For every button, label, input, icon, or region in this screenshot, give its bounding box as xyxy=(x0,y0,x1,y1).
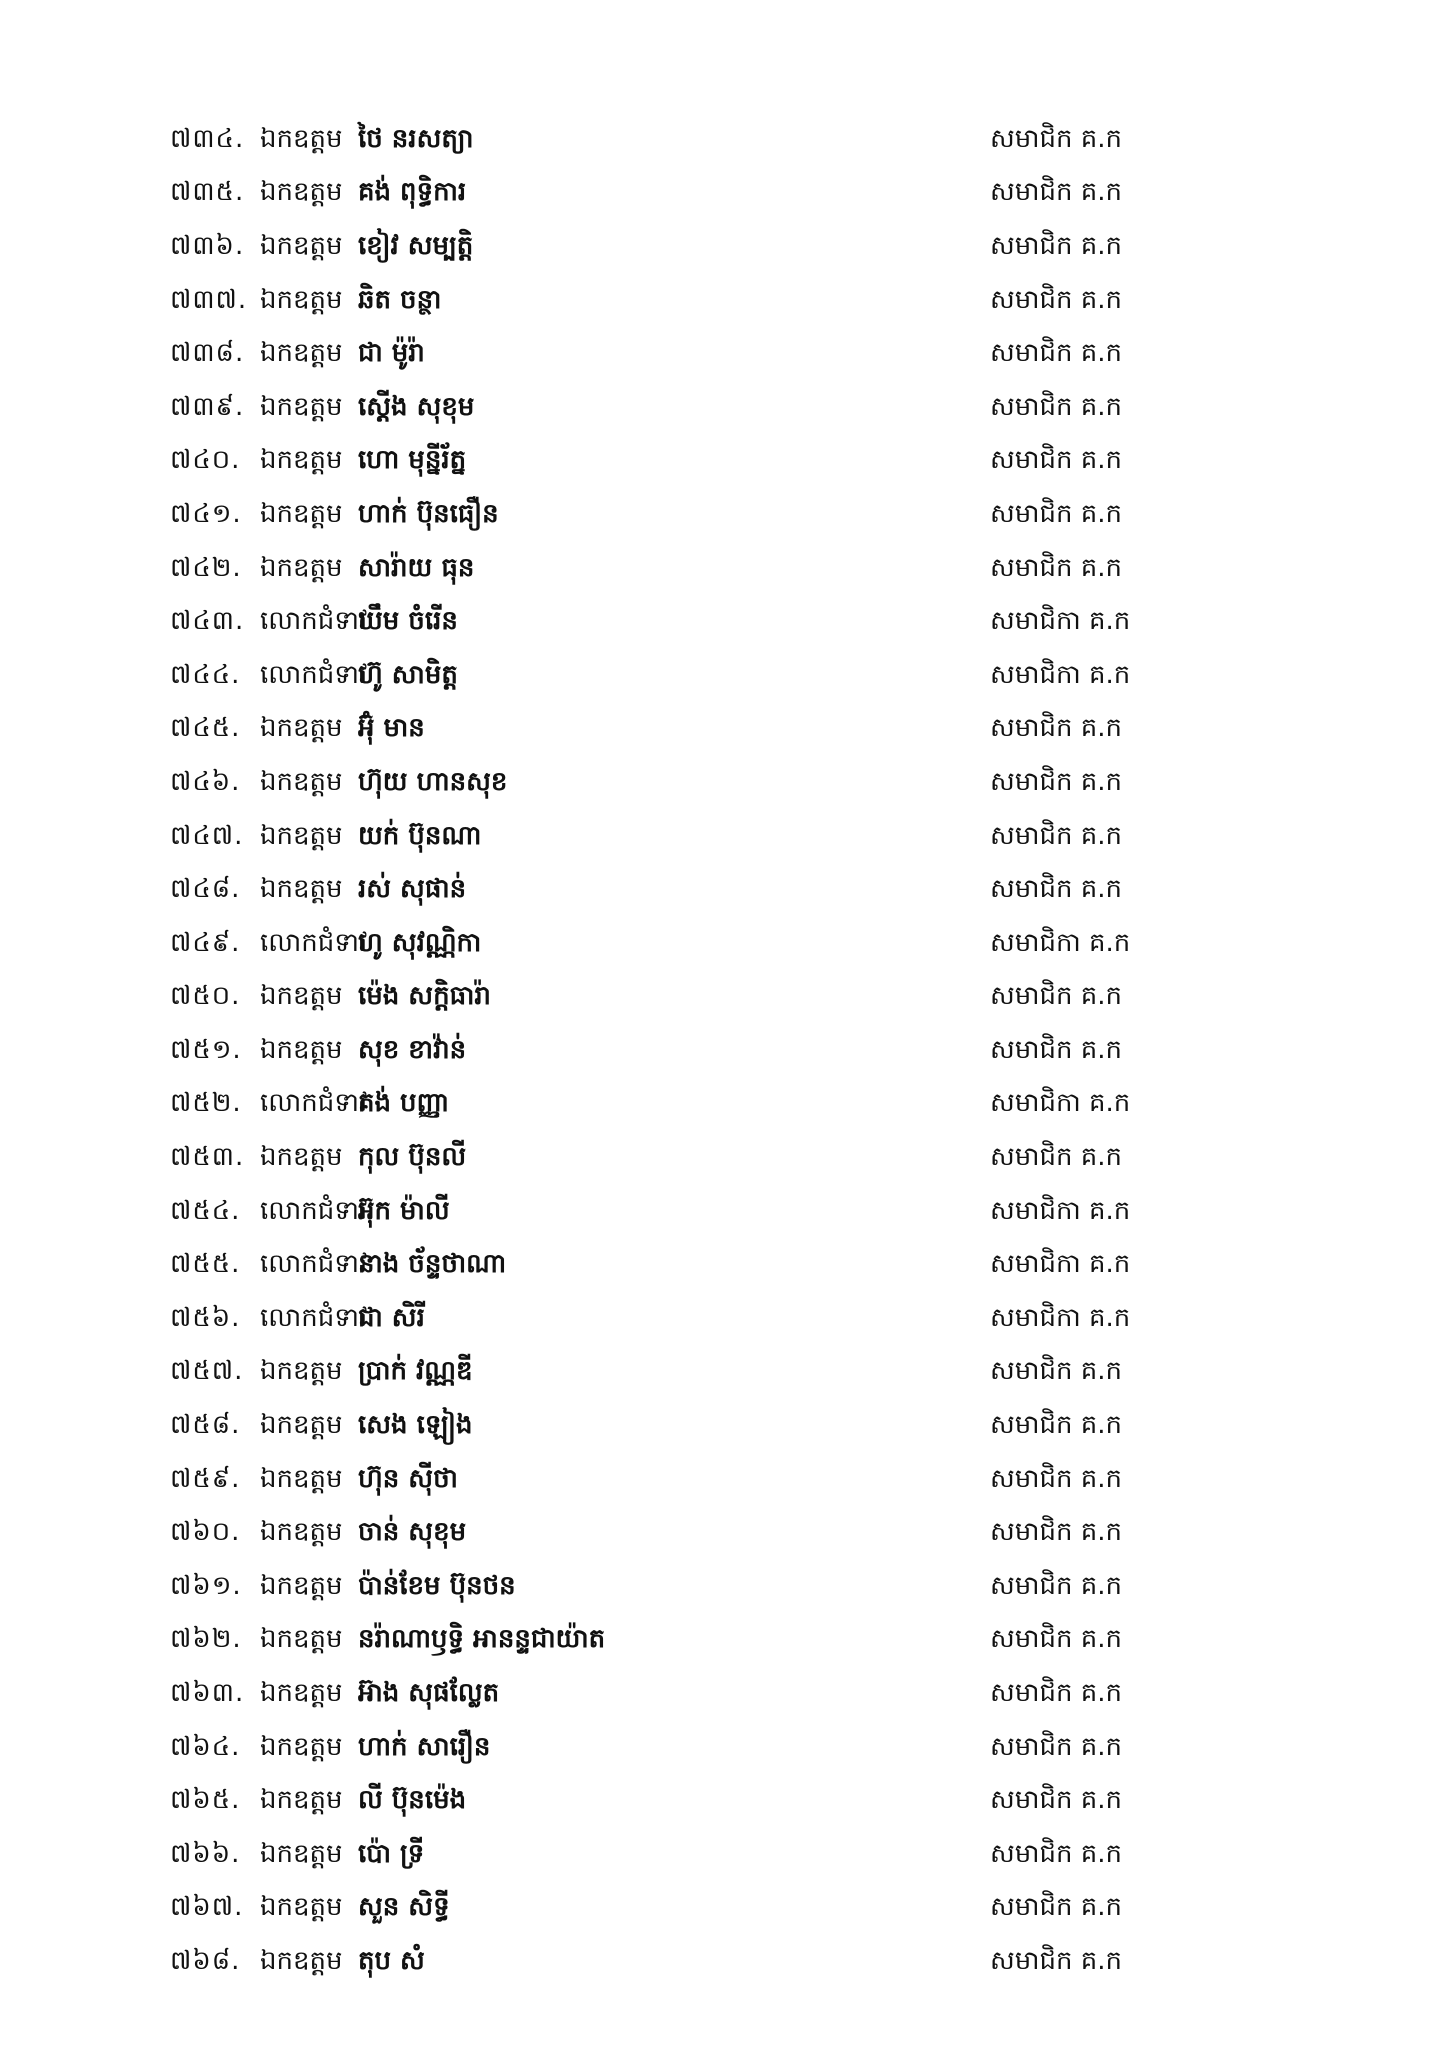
item-number: ៧៤៥. xyxy=(170,713,241,744)
member-name: ថៃ នរសត្យា xyxy=(358,123,474,154)
list-item xyxy=(170,1184,1170,1238)
member-name: នាង ច័ន្ទថាណា xyxy=(358,1249,507,1280)
member-name: ចាន់ សុខុម xyxy=(358,1517,467,1548)
honorific-title: ឯកឧត្តម xyxy=(260,874,343,905)
honorific-title: ឯកឧត្តម xyxy=(260,1838,343,1869)
member-role: សមាជិក គ.ក xyxy=(990,1356,1123,1387)
member-name: អ៊ាង សុផល្លែត xyxy=(358,1678,500,1709)
item-number: ៧៤៩. xyxy=(170,927,241,958)
member-role: សមាជិក គ.ក xyxy=(990,338,1123,369)
list-item xyxy=(170,326,1170,380)
honorific-title: ឯកឧត្តម xyxy=(260,445,343,476)
member-name: ហ៊ុន ស៊ីថា xyxy=(358,1463,458,1494)
item-number: ៧៦២. xyxy=(170,1624,242,1655)
member-name: សុខ ខាវ៉ាន់ xyxy=(358,1034,467,1065)
item-number: ៧៦៧. xyxy=(170,1892,244,1923)
item-number: ៧៥៦. xyxy=(170,1302,241,1333)
item-number: ៧៣៧. xyxy=(170,284,248,315)
member-role: សមាជិកា គ.ក xyxy=(990,1302,1131,1333)
member-role: សមាជិក គ.ក xyxy=(990,820,1123,851)
list-item xyxy=(170,702,1170,756)
member-role: សមាជិក គ.ក xyxy=(990,284,1123,315)
honorific-title: ឯកឧត្តម xyxy=(260,498,343,529)
honorific-title: លោកជំទាវ xyxy=(260,1302,368,1333)
item-number: ៧៦០. xyxy=(170,1517,241,1548)
item-number: ៧៣៩. xyxy=(170,391,245,422)
member-name: រស់ សុផាន់ xyxy=(358,874,467,905)
honorific-title: ឯកឧត្តម xyxy=(260,1785,343,1816)
item-number: ៧៤២. xyxy=(170,552,242,583)
honorific-title: ឯកឧត្តម xyxy=(260,1142,343,1173)
member-name: ប្រាក់ វណ្ណឌី xyxy=(358,1356,473,1387)
member-name: ប៉ាន់ខែម ប៊ុនថន xyxy=(358,1570,516,1601)
honorific-title: ឯកឧត្តម xyxy=(260,1678,343,1709)
item-number: ៧៣៦. xyxy=(170,230,245,261)
item-number: ៧៣៤. xyxy=(170,123,245,154)
member-role: សមាជិក គ.ក xyxy=(990,552,1123,583)
list-item xyxy=(170,755,1170,809)
honorific-title: ឯកឧត្តម xyxy=(260,177,343,208)
member-name: គង់ ពុទ្ធិការ xyxy=(358,177,467,208)
honorific-title: ឯកឧត្តម xyxy=(260,552,343,583)
member-name: យក់ ប៊ុនណា xyxy=(358,820,482,851)
item-number: ៧៦៣. xyxy=(170,1678,245,1709)
item-number: ៧៤៤. xyxy=(170,659,241,690)
item-number: ៧៥៣. xyxy=(170,1142,245,1173)
honorific-title: ឯកឧត្តម xyxy=(260,1624,343,1655)
member-role: សមាជិក គ.ក xyxy=(990,1785,1123,1816)
member-role: សមាជិក គ.ក xyxy=(990,445,1123,476)
honorific-title: លោកជំទាវ xyxy=(260,1195,368,1226)
member-name: ហាក់ សារឿន xyxy=(358,1731,491,1762)
member-name: កុល ប៊ុនលី xyxy=(358,1142,467,1173)
item-number: ៧៤៧. xyxy=(170,820,244,851)
item-number: ៧៥២. xyxy=(170,1088,242,1119)
member-role: សមាជិក គ.ក xyxy=(990,1945,1123,1976)
honorific-title: ឯកឧត្តម xyxy=(260,1517,343,1548)
item-number: ៧៦៥. xyxy=(170,1785,241,1816)
member-role: សមាជិក គ.ក xyxy=(990,1892,1123,1923)
list-item xyxy=(170,809,1170,863)
member-name: សេង ឡៀង xyxy=(358,1410,473,1441)
list-item xyxy=(170,1827,1170,1881)
member-role: សមាជិក គ.ក xyxy=(990,391,1123,422)
list-item xyxy=(170,1559,1170,1613)
item-number: ៧៦៨. xyxy=(170,1945,241,1976)
item-number: ៧៥០. xyxy=(170,981,241,1012)
item-number: ៧៤៦. xyxy=(170,766,241,797)
member-role: សមាជិក គ.ក xyxy=(990,766,1123,797)
item-number: ៧៥៤. xyxy=(170,1195,241,1226)
member-role: សមាជិក គ.ក xyxy=(990,1034,1123,1065)
list-item xyxy=(170,1505,1170,1559)
member-name: តុប សំ xyxy=(358,1945,425,1976)
member-role: សមាជិក គ.ក xyxy=(990,981,1123,1012)
list-item xyxy=(170,1023,1170,1077)
honorific-title: ឯកឧត្តម xyxy=(260,391,343,422)
member-role: សមាជិក គ.ក xyxy=(990,230,1123,261)
member-name: សួន សិទ្ធី xyxy=(358,1892,450,1923)
list-item xyxy=(170,862,1170,916)
member-role: សមាជិក គ.ក xyxy=(990,1838,1123,1869)
member-role: សមាជិក គ.ក xyxy=(990,498,1123,529)
honorific-title: ឯកឧត្តម xyxy=(260,1731,343,1762)
list-item xyxy=(170,1345,1170,1399)
member-name: ហាក់ ប៊ុនធឿន xyxy=(358,498,499,529)
honorific-title: ឯកឧត្តម xyxy=(260,981,343,1012)
list-item xyxy=(170,1720,1170,1774)
member-role: សមាជិកា គ.ក xyxy=(990,659,1131,690)
list-item xyxy=(170,970,1170,1024)
member-name: ស្តើង សុខុម xyxy=(358,391,475,422)
member-role: សមាជិក គ.ក xyxy=(990,1463,1123,1494)
member-name: ហូ សុវណ្ណិកា xyxy=(358,927,482,958)
member-name: ខៀវ សម្បត្តិ xyxy=(358,230,474,261)
member-role: សមាជិក គ.ក xyxy=(990,1142,1123,1173)
list-item xyxy=(170,1398,1170,1452)
list-item xyxy=(170,541,1170,595)
member-role: សមាជិកា គ.ក xyxy=(990,1195,1131,1226)
item-number: ៧៣៥. xyxy=(170,177,245,208)
member-name: ហោ មុន្នីរ័ត្ន xyxy=(358,445,467,476)
honorific-title: ឯកឧត្តម xyxy=(260,1945,343,1976)
member-name: ឆិត ចន្ថា xyxy=(358,284,442,315)
member-role: សមាជិក គ.ក xyxy=(990,1624,1123,1655)
honorific-title: ឯកឧត្តម xyxy=(260,713,343,744)
member-role: សមាជិក គ.ក xyxy=(990,1678,1123,1709)
member-name: អ៊ុក ម៉ាលី xyxy=(358,1195,450,1226)
item-number: ៧៥១. xyxy=(170,1034,242,1065)
honorific-title: ឯកឧត្តម xyxy=(260,1570,343,1601)
list-item xyxy=(170,1934,1170,1988)
honorific-title: ឯកឧត្តម xyxy=(260,230,343,261)
list-item xyxy=(170,380,1170,434)
honorific-title: លោកជំទាវ xyxy=(260,659,368,690)
member-name: នរ៉ាណាឫទ្ធិ អានន្ទជាយ៉ាត xyxy=(358,1624,606,1655)
item-number: ៧៤០. xyxy=(170,445,241,476)
honorific-title: ឯកឧត្តម xyxy=(260,123,343,154)
item-number: ៧៦៤. xyxy=(170,1731,241,1762)
item-number: ៧៥៨. xyxy=(170,1410,241,1441)
honorific-title: ឯកឧត្តម xyxy=(260,1410,343,1441)
honorific-title: លោកជំទាវ xyxy=(260,927,368,958)
list-item xyxy=(170,1666,1170,1720)
item-number: ៧៥៩. xyxy=(170,1463,241,1494)
item-number: ៧៦៦. xyxy=(170,1838,241,1869)
member-role: សមាជិក គ.ក xyxy=(990,1517,1123,1548)
honorific-title: ឯកឧត្តម xyxy=(260,1356,343,1387)
list-item xyxy=(170,594,1170,648)
honorific-title: ឯកឧត្តម xyxy=(260,338,343,369)
honorific-title: លោកជំទាវ xyxy=(260,1088,368,1119)
item-number: ៧៦១. xyxy=(170,1570,242,1601)
member-name: អ៊ុំ មាន xyxy=(358,713,425,744)
member-role: សមាជិក គ.ក xyxy=(990,713,1123,744)
member-name: ប៉ោ ទ្រី xyxy=(358,1838,425,1869)
list-item xyxy=(170,273,1170,327)
member-name: ម៉េង សក្តិធារ៉ា xyxy=(358,981,491,1012)
member-role: សមាជិក គ.ក xyxy=(990,123,1123,154)
honorific-title: ឯកឧត្តម xyxy=(260,1034,343,1065)
honorific-title: ឯកឧត្តម xyxy=(260,1892,343,1923)
member-name: ជា ម៉ូរ៉ា xyxy=(358,338,425,369)
list-item xyxy=(170,1291,1170,1345)
member-role: សមាជិក គ.ក xyxy=(990,874,1123,905)
honorific-title: ឯកឧត្តម xyxy=(260,766,343,797)
item-number: ៧៤៣. xyxy=(170,606,245,637)
member-role: សមាជិកា គ.ក xyxy=(990,1249,1131,1280)
list-item xyxy=(170,916,1170,970)
list-item xyxy=(170,1130,1170,1184)
member-name: ហ៊ូ សាមិត្ត xyxy=(358,659,458,690)
list-item xyxy=(170,434,1170,488)
item-number: ៧៤៨. xyxy=(170,874,241,905)
list-item xyxy=(170,1237,1170,1291)
item-number: ៧៥៥. xyxy=(170,1249,241,1280)
list-item xyxy=(170,487,1170,541)
honorific-title: លោកជំទាវ xyxy=(260,1249,368,1280)
member-role: សមាជិកា គ.ក xyxy=(990,1088,1131,1119)
list-item xyxy=(170,1077,1170,1131)
member-role: សមាជិកា គ.ក xyxy=(990,606,1131,637)
member-name: គង់ បញ្ញា xyxy=(358,1088,450,1119)
member-role: សមាជិក គ.ក xyxy=(990,1731,1123,1762)
member-name: សារ៉ាយ ធុន xyxy=(358,552,475,583)
list-item xyxy=(170,1452,1170,1506)
member-list xyxy=(170,112,1170,1988)
member-role: សមាជិកា គ.ក xyxy=(990,927,1131,958)
list-item xyxy=(170,112,1170,166)
honorific-title: ឯកឧត្តម xyxy=(260,284,343,315)
member-name: លី ប៊ុនម៉េង xyxy=(358,1785,467,1816)
member-name: ជា សិរី xyxy=(358,1302,425,1333)
list-item xyxy=(170,166,1170,220)
member-role: សមាជិក គ.ក xyxy=(990,1410,1123,1441)
item-number: ៧៣៨. xyxy=(170,338,245,369)
item-number: ៧៥៧. xyxy=(170,1356,244,1387)
honorific-title: ឯកឧត្តម xyxy=(260,1463,343,1494)
list-item xyxy=(170,1773,1170,1827)
member-name: ហ៊ុយ ហានសុខ xyxy=(358,766,508,797)
item-number: ៧៤១. xyxy=(170,498,242,529)
member-role: សមាជិក គ.ក xyxy=(990,1570,1123,1601)
list-item xyxy=(170,648,1170,702)
member-name: ឃឹម ចំរើន xyxy=(358,606,458,637)
honorific-title: លោកជំទាវ xyxy=(260,606,368,637)
honorific-title: ឯកឧត្តម xyxy=(260,820,343,851)
list-item xyxy=(170,1881,1170,1935)
member-role: សមាជិក គ.ក xyxy=(990,177,1123,208)
list-item xyxy=(170,1613,1170,1667)
list-item xyxy=(170,219,1170,273)
